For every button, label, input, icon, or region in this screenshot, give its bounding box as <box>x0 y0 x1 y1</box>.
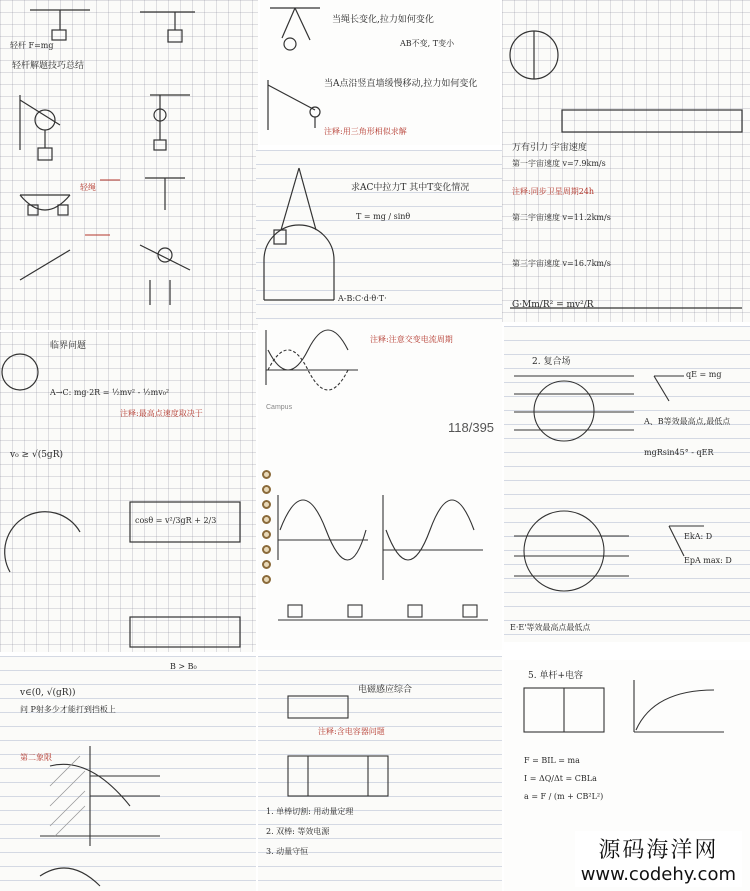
notebook-rings <box>262 470 274 590</box>
watermark-name: 源码海洋网 <box>598 838 719 863</box>
tile7-eq1: qE = mg <box>686 370 722 379</box>
tile9-l2: 2. 双棒: 等效电源 <box>266 827 330 836</box>
tile3-red: 注释:同步卫星周期24h <box>512 187 595 196</box>
note-tile-tension <box>260 0 500 145</box>
note-tile-compound-field <box>504 326 750 642</box>
tile5-eq3: cosθ = v²/3gR + 2/3 <box>135 516 217 525</box>
tile1-red-note: 轻绳 <box>80 183 96 192</box>
note-tile-magnetic <box>0 656 256 891</box>
watermark <box>575 831 742 887</box>
tile5-eq2: v₀ ≥ √(5gR) <box>10 450 63 460</box>
tile3-formula: G·Mm/R² = mv²/R <box>512 300 594 310</box>
page-counter: 118/395 <box>448 420 495 435</box>
watermark-url: www.codehy.com <box>580 864 736 885</box>
vertical-circle-sketch <box>0 332 256 652</box>
tile8-red: 第二象限 <box>20 753 52 762</box>
tile8-q: 问 P射多少才能打到挡板上 <box>20 705 116 714</box>
tile2-head: 当绳长变化,拉力如何变化 <box>332 15 434 25</box>
tile5-head: 临界问题 <box>50 341 87 351</box>
tile9-l1: 1. 单棒切割: 用动量定理 <box>266 807 354 816</box>
tile3-head: 万有引力 宇宙速度 <box>512 143 587 153</box>
tile2-eq: AB不变, T变小 <box>400 39 455 48</box>
tile4-eq2: A-B:C·d·θ·T· <box>338 294 387 303</box>
note-tile-induction <box>258 656 502 891</box>
tile4-eq1: T = mg / sinθ <box>356 212 411 221</box>
tile9-head: 电磁感应综合 <box>358 685 413 695</box>
note-tile-vertical-circle <box>0 332 256 652</box>
tile10-head: 5. 单杆+电容 <box>528 671 583 681</box>
tile1-title: 轻杆解题技巧总结 <box>12 61 85 71</box>
tile2-sub: 当A点沿竖直墙缓慢移动,拉力如何变化 <box>324 79 478 89</box>
tile3-v2: 第二宇宙速度 v=11.2km/s <box>512 213 611 222</box>
note-tile-waveform <box>258 320 502 650</box>
tile7-eq5: EpA max: D <box>684 556 732 565</box>
tile8-b: B > B₀ <box>170 662 197 671</box>
tile7-eq3: mgRsin45° - qER <box>644 448 714 457</box>
tile2-red: 注释:用三角形相似求解 <box>324 127 407 136</box>
tile7-eq4: EkA: D <box>684 532 713 541</box>
tile5-eq1: A→C: mg·2R = ½mv² - ½mv₀² <box>50 388 170 397</box>
tile3-v3: 第三宇宙速度 v=16.7km/s <box>512 259 611 268</box>
tile7-head: 2. 复合场 <box>532 357 571 367</box>
note-tile-gravitation <box>502 0 750 322</box>
note-tile-pulley <box>0 0 258 330</box>
tile7-eq6: E·E'等效最高点最低点 <box>510 623 591 632</box>
tile7-eq2: A、B等效最高点,最低点 <box>644 417 731 426</box>
tile5-red: 注释:最高点速度取决于 <box>120 409 203 418</box>
note-tile-circle <box>256 150 502 320</box>
tile9-l3: 3. 动量守恒 <box>266 847 309 856</box>
campus-label: Campus <box>266 404 293 411</box>
tile6-red: 注释:注意交变电流周期 <box>370 335 453 344</box>
tile1-label: 轻杆 F=mg <box>10 41 54 50</box>
waveform-sketch <box>258 320 502 650</box>
tile3-v1: 第一宇宙速度 v=7.9km/s <box>512 159 606 168</box>
tile10-eq1: F = BIL = ma <box>524 756 580 765</box>
tile8-eq: v∈(0, √(gR)) <box>20 688 76 698</box>
tile10-eq2: I = ΔQ/Δt = CBLa <box>524 774 597 783</box>
tile10-eq3: a = F / (m + CB²L²) <box>524 792 604 801</box>
tile4-head: 求AC中拉力T 其中T变化情况 <box>351 183 470 193</box>
tile9-red: 注释:含电容器问题 <box>318 727 385 736</box>
